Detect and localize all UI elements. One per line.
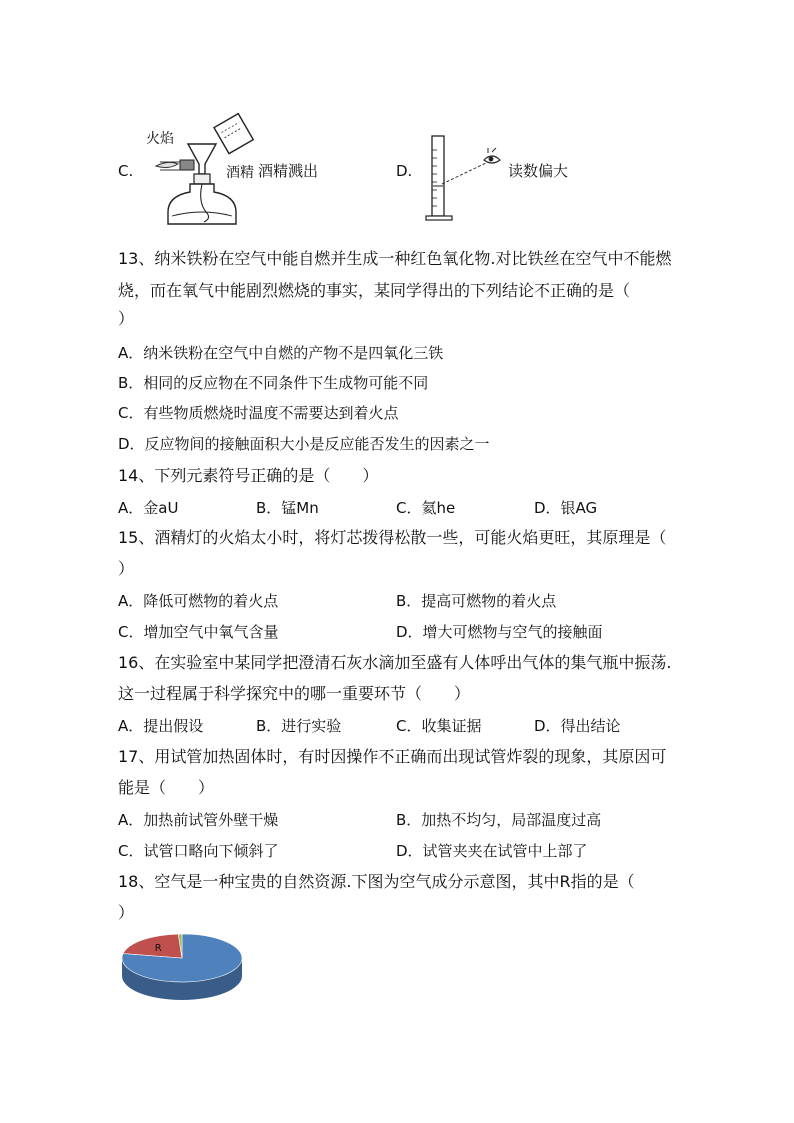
q13-option-d: D．反应物间的接触面积大小是反应能否发生的因素之一 bbox=[118, 435, 490, 453]
q17-stem-line1: 17、用试管加热固体时，有时因操作不正确而出现试管炸裂的现象，其原因可 bbox=[118, 747, 667, 766]
q13-option-c: C．有些物质燃烧时温度不需要达到着火点 bbox=[118, 404, 399, 422]
cylinder-icon bbox=[432, 136, 444, 216]
q17-option-a: A．加热前试管外壁干燥 bbox=[118, 811, 279, 829]
q15-stem-line1: 15、酒精灯的火焰太小时，将灯芯拨得松散一些，可能火焰更旺，其原理是（ bbox=[118, 528, 667, 547]
beaker-icon bbox=[214, 114, 253, 154]
q17-option-b: B．加热不均匀，局部温度过高 bbox=[396, 811, 602, 829]
q14-stem: 14、下列元素符号正确的是（ ） bbox=[118, 466, 379, 485]
figure-c-letter: C. bbox=[118, 162, 134, 180]
q16-option-d: D．得出结论 bbox=[534, 717, 621, 735]
q15-stem-line2: ） bbox=[118, 559, 135, 578]
q17-option-c: C．试管口略向下倾斜了 bbox=[118, 842, 279, 860]
q14-option-c: C．氦he bbox=[396, 499, 456, 517]
q15-option-d: D．增大可燃物与空气的接触面 bbox=[396, 623, 603, 641]
figure-c-caption: 酒精溅出 bbox=[258, 162, 319, 180]
q13-stem-line1: 13、纳米铁粉在空气中能自燃并生成一种红色氧化物.对比铁丝在空气中不能燃 bbox=[118, 249, 672, 268]
figure-d-caption: 读数偏大 bbox=[508, 162, 569, 180]
q17-option-d: D．试管夹夹在试管中上部了 bbox=[396, 842, 588, 860]
q16-stem-line1: 16、在实验室中某同学把澄清石灰水滴加至盛有人体呼出气体的集气瓶中振荡. bbox=[118, 653, 672, 672]
q16-stem-line2: 这一过程属于科学探究中的哪一重要环节（ ） bbox=[118, 684, 471, 703]
q17-stem-line2: 能是（ ） bbox=[118, 778, 215, 797]
flame-label: 火焰 bbox=[146, 131, 174, 147]
pie-label-r: R bbox=[154, 943, 162, 955]
alcohol-lamp-illustration bbox=[150, 112, 260, 232]
q13-stem-line2: 烧，而在氧气中能剧烈燃烧的事实，某同学得出的下列结论不正确的是（ bbox=[118, 281, 631, 300]
q14-option-b: B．锰Mn bbox=[256, 499, 319, 517]
q14-option-d: D．银AG bbox=[534, 499, 598, 517]
q13-stem-line3: ） bbox=[118, 309, 135, 328]
q18-stem-line1: 18、空气是一种宝贵的自然资源.下图为空气成分示意图，其中R指的是（ bbox=[118, 872, 635, 891]
q15-option-b: B．提高可燃物的着火点 bbox=[396, 592, 557, 610]
q14-option-a: A．金aU bbox=[118, 499, 179, 517]
q16-option-a: A．提出假设 bbox=[118, 717, 204, 735]
q16-option-b: B．进行实验 bbox=[256, 717, 342, 735]
q15-option-a: A．降低可燃物的着火点 bbox=[118, 592, 279, 610]
alcohol-label: 酒精 bbox=[226, 165, 254, 181]
figure-d-letter: D. bbox=[396, 162, 413, 180]
q16-option-c: C．收集证据 bbox=[396, 717, 482, 735]
cylinder-illustration bbox=[420, 132, 510, 224]
q13-option-a: A．纳米铁粉在空气中自燃的产物不是四氧化三铁 bbox=[118, 344, 444, 362]
eye-icon bbox=[484, 148, 500, 163]
pie-slice-r bbox=[123, 934, 182, 958]
q18-stem-line2: ） bbox=[118, 903, 135, 922]
air-composition-pie-chart bbox=[118, 930, 250, 1010]
q13-option-b: B．相同的反应物在不同条件下生成物可能不同 bbox=[118, 374, 429, 392]
q15-option-c: C．增加空气中氧气含量 bbox=[118, 623, 279, 641]
